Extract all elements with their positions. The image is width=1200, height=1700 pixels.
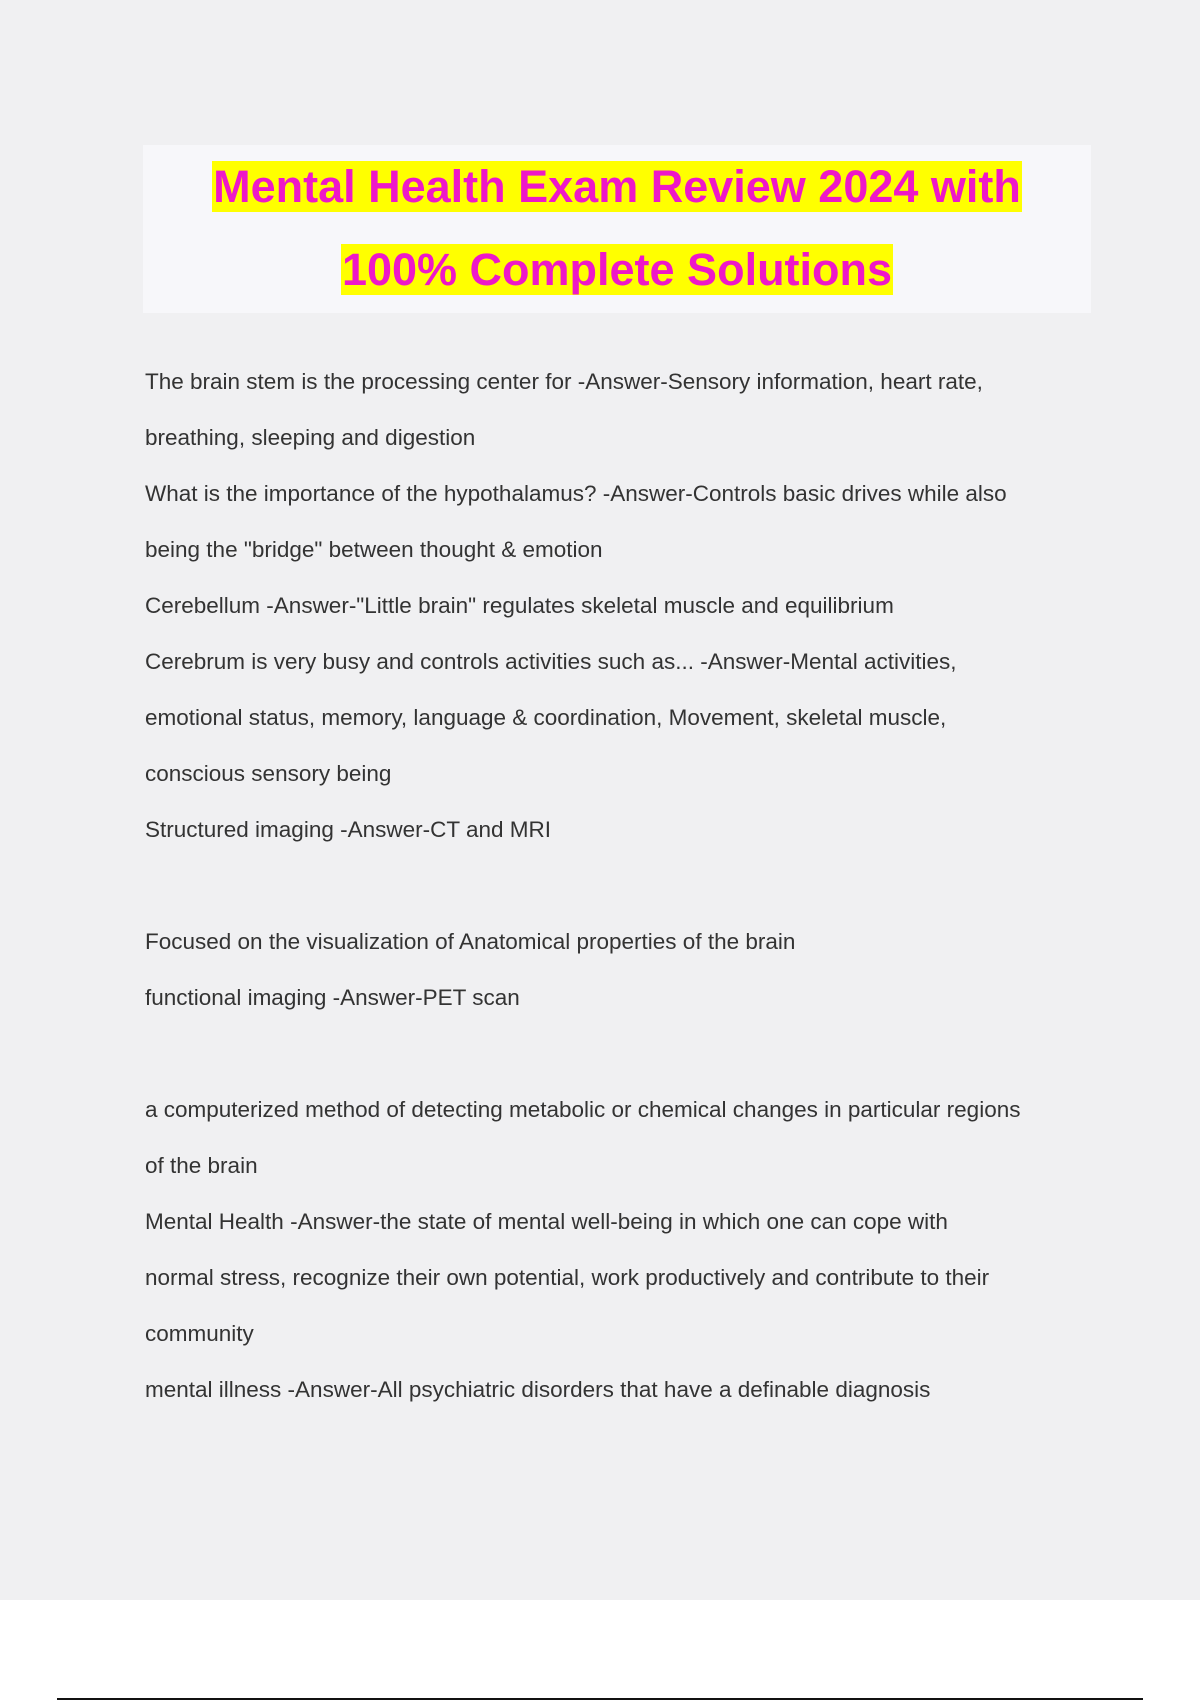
body-line: Focused on the visualization of Anatomical properties of the brain	[145, 929, 796, 954]
body-line: Cerebrum is very busy and controls activities such as... -Answer-Mental activities,	[145, 649, 957, 674]
document-body	[145, 354, 1105, 1418]
body-line: Structured imaging -Answer-CT and MRI	[145, 817, 551, 842]
body-line: community	[145, 1321, 254, 1346]
body-line: of the brain	[145, 1153, 258, 1178]
body-line: being the "bridge" between thought & emotion	[145, 537, 603, 562]
body-line: The brain stem is the processing center for -Answer-Sensory information, heart rate,	[145, 369, 983, 394]
blank-line	[145, 1026, 1105, 1082]
body-line: mental illness -Answer-All psychiatric disorders that have a definable diagnosis	[145, 1377, 931, 1402]
body-line: emotional status, memory, language & coordination, Movement, skeletal muscle,	[145, 705, 947, 730]
title-text-1: Mental Health Exam Review 2024 with	[213, 161, 1021, 212]
title-line-2	[143, 228, 1091, 311]
body-line: What is the importance of the hypothalamus? -Answer-Controls basic drives while also	[145, 481, 1007, 506]
title-block	[143, 145, 1091, 313]
title-line-1	[143, 145, 1091, 228]
body-line: normal stress, recognize their own potential, work productively and contribute to their	[145, 1265, 990, 1290]
title-text-2: 100% Complete Solutions	[341, 244, 893, 295]
body-line: Cerebellum -Answer-"Little brain" regulates skeletal muscle and equilibrium	[145, 593, 894, 618]
body-line: a computerized method of detecting metabolic or chemical changes in particular regions	[145, 1097, 1021, 1122]
body-line: conscious sensory being	[145, 761, 392, 786]
body-line: Mental Health -Answer-the state of mental well-being in which one can cope with	[145, 1209, 948, 1234]
blank-line	[145, 858, 1105, 914]
body-line: breathing, sleeping and digestion	[145, 425, 476, 450]
body-line: functional imaging -Answer-PET scan	[145, 985, 520, 1010]
